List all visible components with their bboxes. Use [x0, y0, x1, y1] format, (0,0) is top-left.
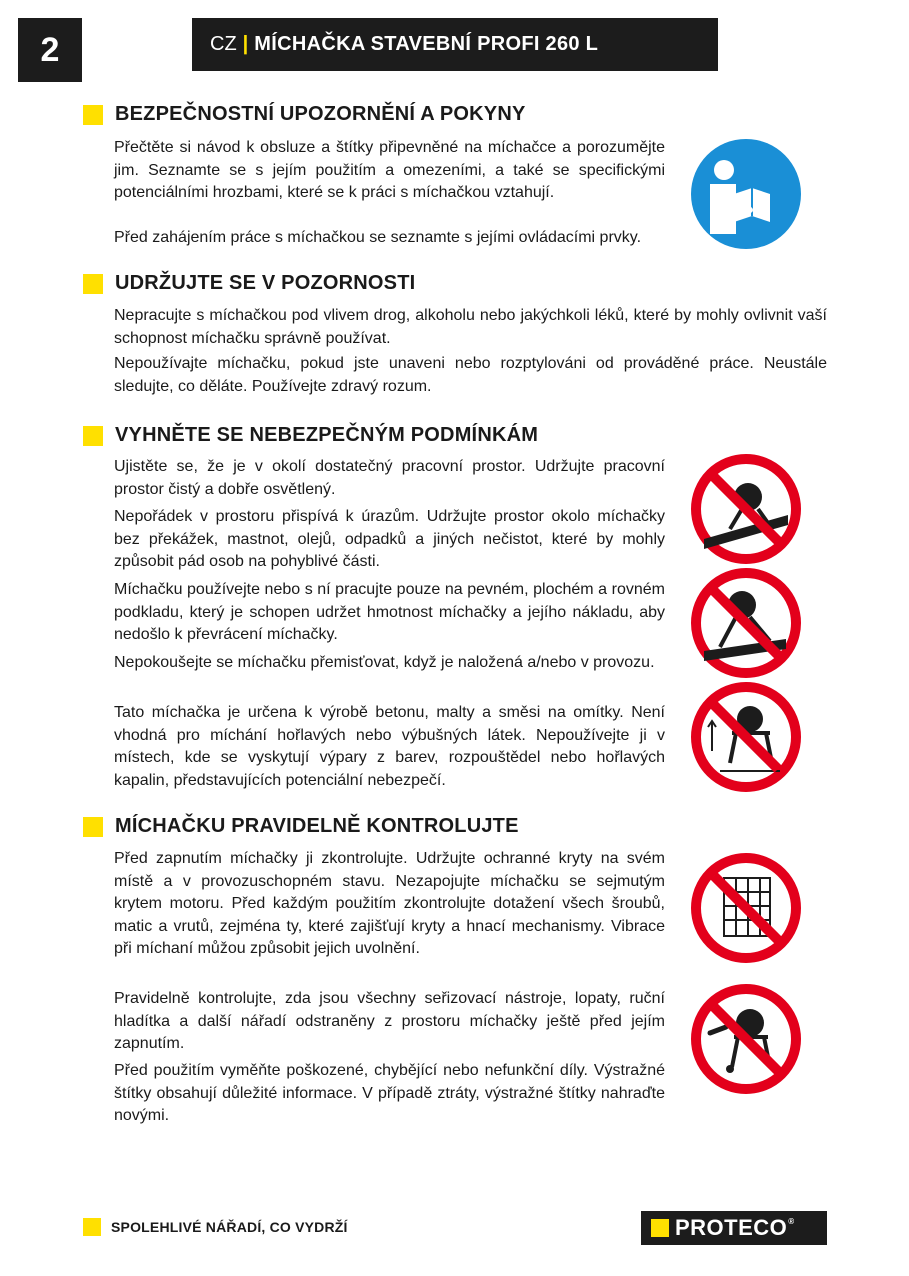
- logo-square: [651, 1219, 669, 1237]
- header-title: MÍCHAČKA STAVEBNÍ PROFI 260 L: [254, 33, 599, 55]
- no-hand-in-drum-icon: [690, 983, 802, 1095]
- no-remove-guard-icon: [690, 852, 802, 964]
- paragraph: Míchačku používejte nebo s ní pracujte pouze na pevném, plochém a rovném podkladu, který je schopen udržet hmotnost míchačky a jejího nákladu, aby nedošlo k převrácení míchačky.: [114, 581, 665, 643]
- read-manual-icon: [690, 138, 802, 250]
- paragraph: Nepracujte s míchačkou pod vlivem drog, alkoholu nebo jakýchkoli léků, které by mohly ovlivnit vaší schopnost míchačku správně používat.: [114, 307, 827, 347]
- section-title-safety: [83, 103, 526, 126]
- paragraph: Před zapnutím míchačky ji zkontrolujte. Udržujte ochranné kryty na svém místě a v provozuschopném stavu. Nezapojujte míchačku se sejmutým krytem motoru. Před každým použitím zkontrolujte dotažení všech šroubů, matic a vrutů, zejména ty, které zajišťují kryty a hnací mechanismy. Vibrace při míchaní můžou způsobit jejich uvolnění.: [114, 850, 665, 957]
- bullet-square: [83, 1218, 101, 1236]
- section-title-inspection: [83, 815, 519, 838]
- paragraph: Ujistěte se, že je v okolí dostatečný pracovní prostor. Udržujte pracovní prostor čistý a dobře osvětlený.: [114, 458, 665, 498]
- header-bar: [192, 18, 718, 71]
- logo-registered-mark: ®: [788, 1217, 795, 1226]
- section-title-hazards: [83, 424, 538, 447]
- section-title-text: BEZPEČNOSTNÍ UPOZORNĚNÍ A POKYNY: [115, 103, 526, 125]
- footer-tagline-text: SPOLEHLIVÉ NÁŘADÍ, CO VYDRŽÍ: [111, 1219, 348, 1235]
- paragraph: Nepoužívajte míchačku, pokud jste unaveni nebo rozptylováni od prováděné práce. Neustále sledujte, co děláte. Používejte zdravý rozum.: [114, 355, 827, 395]
- section-title-text: UDRŽUJTE SE V POZORNOSTI: [115, 272, 416, 294]
- section-title-text: VYHNĚTE SE NEBEZPEČNÝM PODMÍNKÁM: [115, 424, 539, 446]
- no-tilt-icon: [690, 567, 802, 679]
- bullet-square: [83, 105, 103, 125]
- bullet-square: [83, 426, 103, 446]
- header-lang: CZ: [210, 33, 237, 55]
- no-move-running-icon: [690, 681, 802, 793]
- paragraph: Nepokoušejte se míchačku přemisťovat, když je naložená a/nebo v provozu.: [114, 654, 655, 671]
- paragraph: Nepořádek v prostoru přispívá k úrazům. Udržujte prostor okolo míchačky bez překážek, mastnot, olejů, odpadků a jiných nečistot, které by mohly způsobit pád osob na pohyblivé části.: [114, 508, 665, 570]
- paragraph: Před zahájením práce s míchačkou se seznamte s jejími ovládacími prvky.: [114, 229, 642, 246]
- page-number: 2: [18, 18, 82, 82]
- paragraph: Pravidelně kontrolujte, zda jsou všechny seřizovací nástroje, lopaty, ruční hladítka a další nářadí odstraněny z prostoru míchačky ještě před jejím zapnutím.: [114, 990, 665, 1052]
- bullet-square: [83, 274, 103, 294]
- proteco-logo: [641, 1211, 827, 1245]
- bullet-square: [83, 817, 103, 837]
- paragraph: Tato míchačka je určena k výrobě betonu, malty a směsi na omítky. Není vhodná pro míchání hořlavých nebo výbušných látek. Nepoužívejte ji v místech, kde se vyskytují výpary z barev, rozpouštědel nebo hořlavých kapalin, představujících potenciální nebezpečí.: [114, 704, 665, 789]
- section-title-attention: [83, 272, 415, 295]
- logo-text: PROTECO: [675, 1215, 788, 1240]
- no-slope-icon: [690, 453, 802, 565]
- footer-tagline: [83, 1218, 348, 1236]
- header-separator: |: [242, 33, 249, 55]
- paragraph: Přečtěte si návod k obsluze a štítky připevněné na míchačce a porozumějte jim. Seznamte se s jejím použitím a omezeními, a také se specifickými potenciálními hrozbami, které se k práci s míchačkou vztahují.: [114, 139, 665, 201]
- section-title-text: MÍCHAČKU PRAVIDELNĚ KONTROLUJTE: [115, 815, 519, 837]
- paragraph: Před použitím vyměňte poškozené, chybějící nebo nefunkční díly. Výstražné štítky obsahují důležité informace. V případě ztráty, výstražné štítky nahraďte novými.: [114, 1062, 665, 1124]
